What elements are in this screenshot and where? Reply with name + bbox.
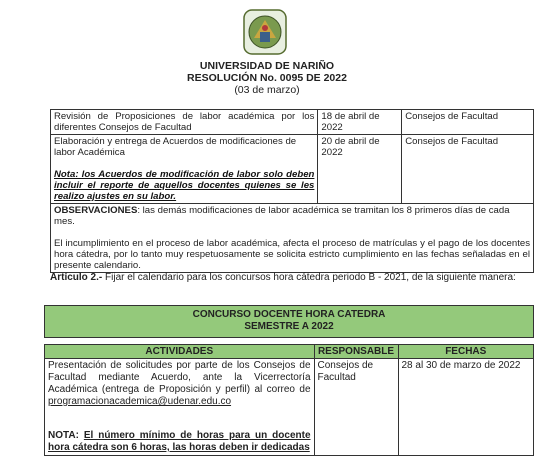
labor-calendar-table — [50, 109, 534, 273]
header-dates: FECHAS — [398, 345, 534, 359]
responsible-cell: Consejos de Facultad — [402, 135, 534, 204]
university-name: UNIVERSIDAD DE NARIÑO — [199, 60, 335, 72]
header-responsible: RESPONSABLE — [314, 345, 398, 359]
note-text: Nota: los Acuerdos de modificación de labor solo deben incluir el reporte de aquellos docentes quienes se les realizo ajustes en su labor. — [54, 169, 315, 202]
date-cell: 20 de abril de 2022 — [318, 135, 402, 204]
observations-text: : las demás modificaciones de labor académica se tramitan los 8 primeros días de cada mes. — [54, 205, 510, 227]
contest-title-box — [44, 305, 534, 338]
activity-cell — [51, 135, 318, 204]
email-link[interactable]: programacionacademica@udenar.edu.co — [48, 396, 232, 407]
note-label: NOTA: — [48, 430, 79, 441]
table-row — [45, 359, 534, 456]
table-row — [51, 110, 534, 135]
observations-row — [51, 204, 534, 273]
university-seal-logo — [240, 8, 290, 56]
observations-paragraph: El incumplimiento en el proceso de labor académica, afecta el proceso de matrículas y el pago de los docentes hora cátedra, por lo tanto muy respetuosamente se solicita estricto cumplimiento en las fechas señaladas en el presente calendario. — [54, 238, 530, 271]
observations-label: OBSERVACIONES — [54, 205, 138, 216]
note-text: El número mínimo de horas para un docente hora cátedra son 6 horas, las horas deben ir dedicadas — [48, 430, 311, 453]
article-text: Fijar el calendario para los concursos hora cátedra periodo B - 2021, de la siguiente manera: — [105, 272, 516, 283]
activity-text: Presentación de solicitudes por parte de los Consejos de Facultad mediante Acuerdo, ante la Vicerrectoría Académica (entrega de Proposición y perfil) al correo de — [48, 360, 311, 395]
contest-title: CONCURSO DOCENTE HORA CATEDRA — [192, 309, 386, 320]
article-2 — [50, 272, 534, 284]
resolution-date: (03 de marzo) — [234, 84, 300, 96]
activity-text: Elaboración y entrega de Acuerdos de modificaciones de labor Académica — [54, 136, 297, 158]
resolution-number: RESOLUCIÓN No. 0095 DE 2022 — [187, 72, 347, 84]
observations-cell — [51, 204, 534, 273]
activity-cell — [45, 359, 315, 456]
header-activities: ACTIVIDADES — [45, 345, 315, 359]
date-cell: 18 de abril de 2022 — [318, 110, 402, 135]
dates-cell: 28 al 30 de marzo de 2022 — [398, 359, 534, 456]
responsible-cell: Consejos de Facultad — [402, 110, 534, 135]
table-header-row — [45, 345, 534, 359]
contest-calendar-table — [44, 344, 534, 456]
article-label: Artículo 2.- — [50, 272, 103, 283]
activity-cell: Revisión de Proposiciones de labor académica por los diferentes Consejos de Facultad — [51, 110, 318, 135]
table-row — [51, 135, 534, 204]
responsible-cell: Consejos de Facultad — [314, 359, 398, 456]
contest-subtitle: SEMESTRE A 2022 — [244, 321, 334, 332]
